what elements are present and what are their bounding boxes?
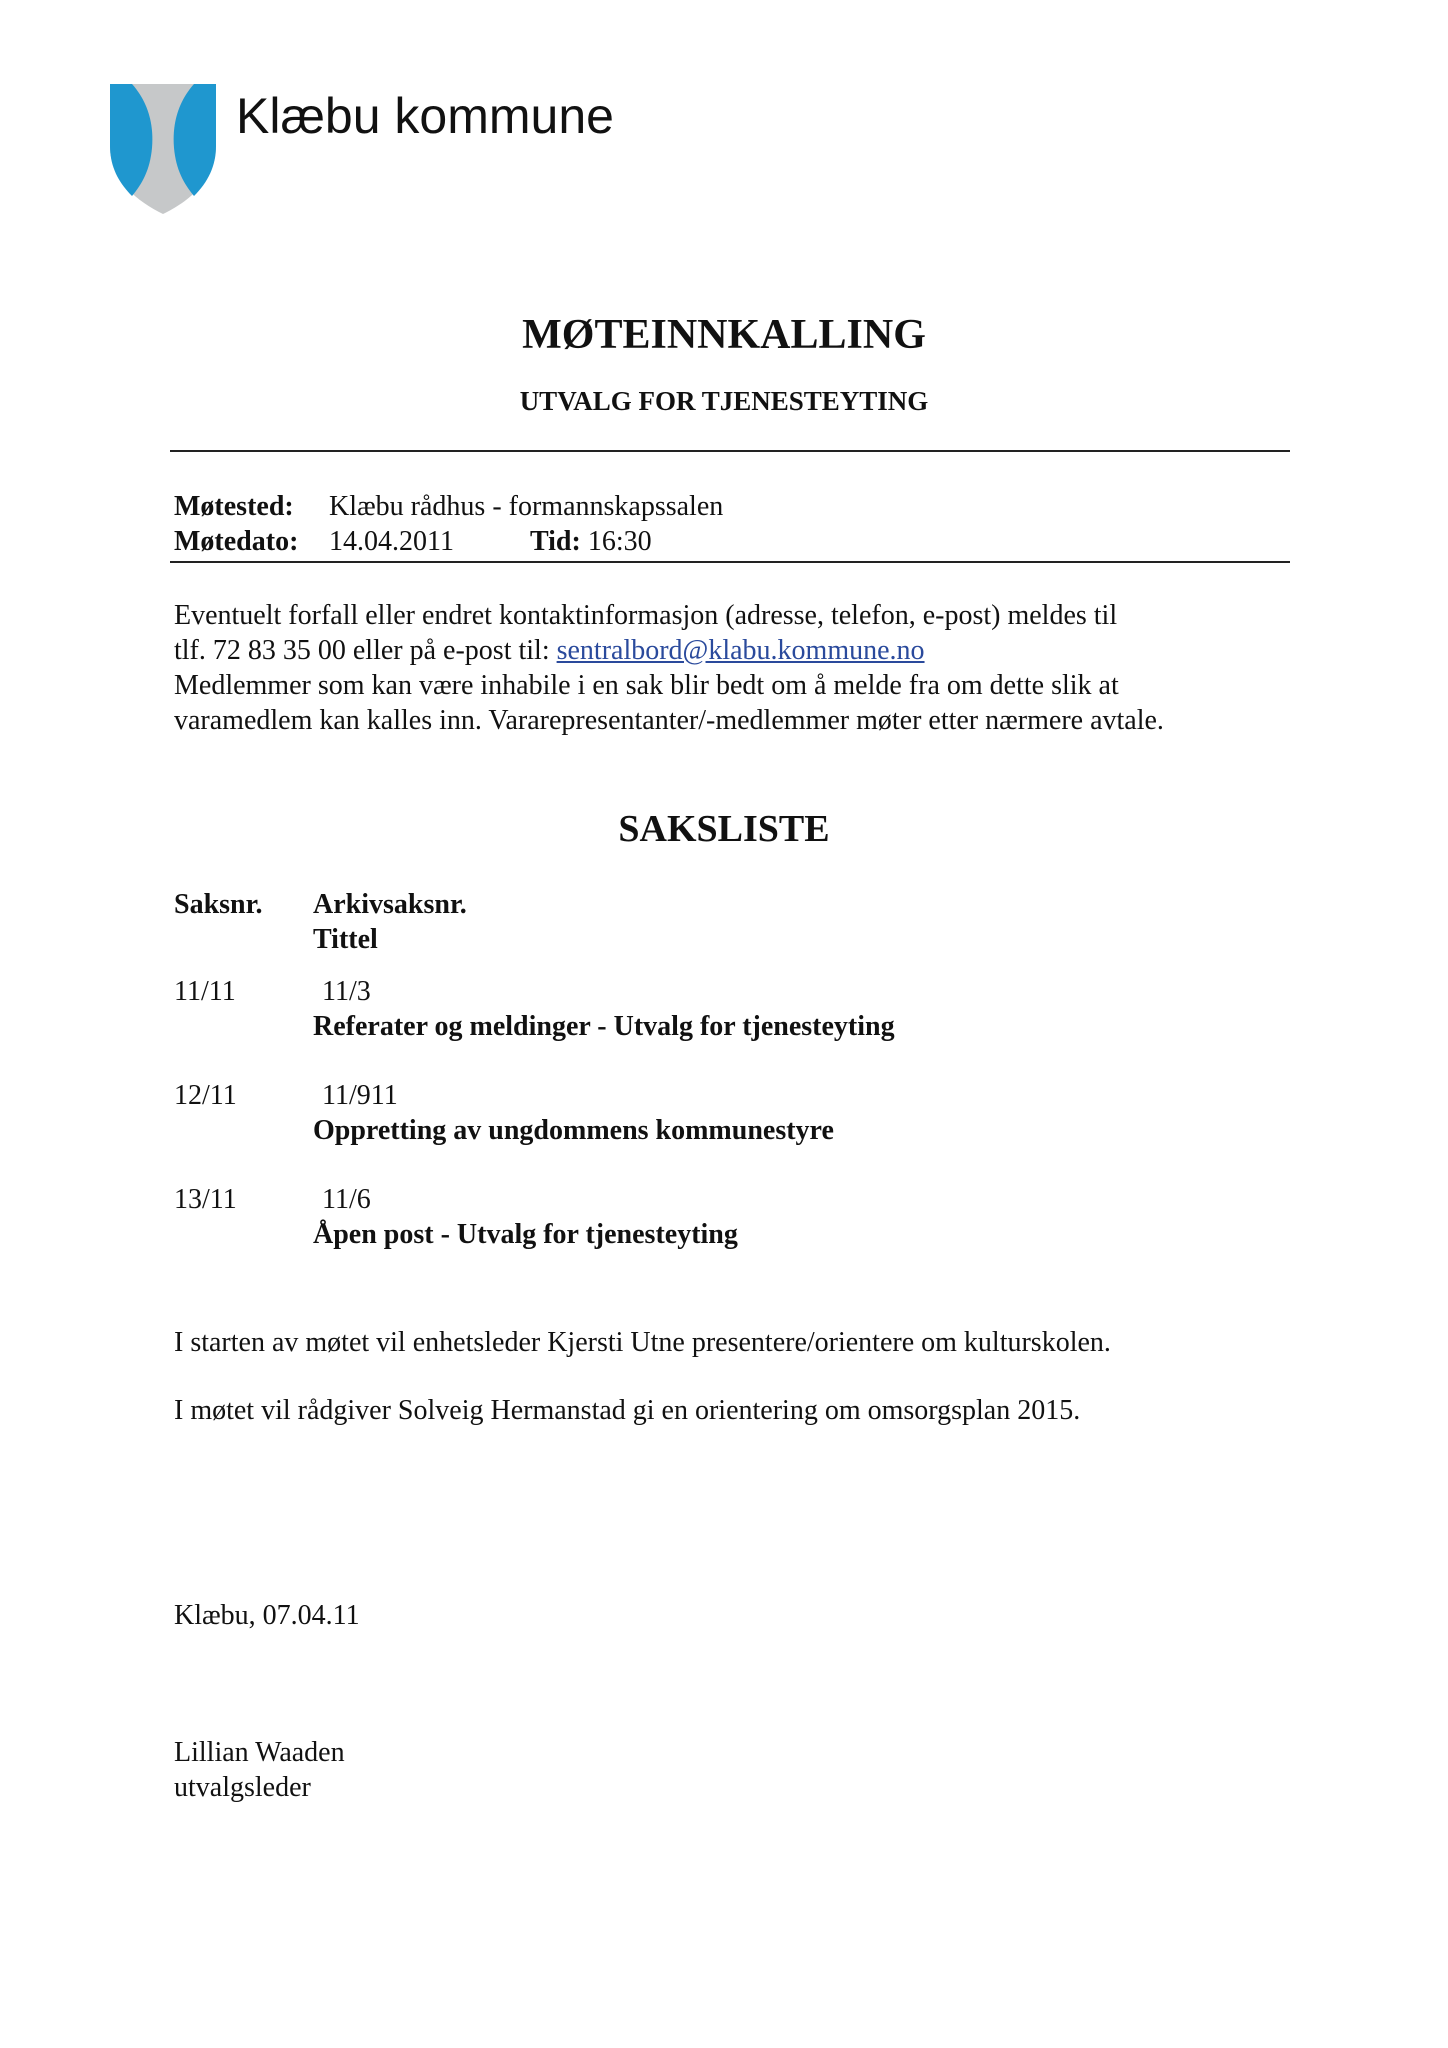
document-subtitle: UTVALG FOR TJENESTEYTING [519, 386, 929, 416]
agenda-item [0, 1078, 1448, 1158]
meeting-place-value: Klæbu rådhus - formannskapssalen [329, 491, 724, 522]
agenda-item-title: Referater og meldinger - Utvalg for tjenesteyting [313, 1011, 895, 1042]
agenda-item-saksnr: 12/11 [174, 1080, 237, 1111]
signer-name: Lillian Waaden [174, 1737, 345, 1768]
meeting-date-label: Møtedato: [174, 526, 299, 557]
meeting-time-label: Tid: [529, 526, 581, 557]
meeting-date-row [174, 525, 652, 559]
agenda-item-arkivsaksnr: 11/6 [322, 1184, 371, 1215]
contact-info-line-1: Eventuelt forfall eller endret kontaktinformasjon (adresse, telefon, e-post) meldes til [174, 600, 1118, 631]
agenda-item-arkivsaksnr: 11/911 [322, 1080, 398, 1111]
column-header-saksnr: Saksnr. [174, 889, 263, 920]
email-link[interactable]: sentralbord@klabu.kommune.no [556, 635, 925, 666]
meeting-place-row [174, 490, 723, 524]
agenda-item [0, 974, 1448, 1054]
contact-info-line-4: varamedlem kan kalles inn. Vararepresentanter/-medlemmer møter etter nærmere avtale. [174, 705, 1164, 736]
document-title: MØTEINNKALLING [522, 312, 926, 358]
agenda-item-title: Oppretting av ungdommens kommunestyre [313, 1115, 834, 1146]
agenda-item-arkivsaksnr: 11/3 [322, 976, 371, 1007]
contact-info-paragraph [174, 598, 1284, 738]
agenda-title: SAKSLISTE [618, 808, 830, 850]
agenda-item-title: Åpen post - Utvalg for tjenesteyting [313, 1219, 738, 1250]
contact-info-phone-text: tlf. 72 83 35 00 eller på e-post til: [174, 635, 557, 666]
note-culture-school: I starten av møtet vil enhetsleder Kjersti Utne presentere/orientere om kulturskolen. [174, 1327, 1111, 1358]
meeting-time-value: 16:30 [587, 526, 652, 557]
meeting-date-value: 14.04.2011 [329, 526, 454, 557]
contact-info-line-3: Medlemmer som kan være inhabile i en sak blir bedt om å melde fra om dette slik at [174, 670, 1119, 701]
signer-role: utvalgsleder [174, 1772, 311, 1803]
note-care-plan: I møtet vil rådgiver Solveig Hermanstad gi en orientering om omsorgsplan 2015. [174, 1395, 1081, 1426]
column-header-arkivsaksnr: Arkivsaksnr. [313, 889, 467, 920]
place-and-date: Klæbu, 07.04.11 [174, 1600, 360, 1631]
agenda-item [0, 1182, 1448, 1262]
divider-bottom [170, 561, 1290, 563]
agenda-item-saksnr: 11/11 [174, 976, 236, 1007]
column-header-tittel: Tittel [313, 924, 378, 955]
meeting-place-label: Møtested: [174, 491, 294, 522]
agenda-item-saksnr: 13/11 [174, 1184, 237, 1215]
org-name: Klæbu kommune [236, 88, 614, 144]
divider-top [170, 450, 1290, 452]
coat-of-arms-logo [110, 84, 216, 214]
contact-info-line-2 [174, 633, 1284, 668]
